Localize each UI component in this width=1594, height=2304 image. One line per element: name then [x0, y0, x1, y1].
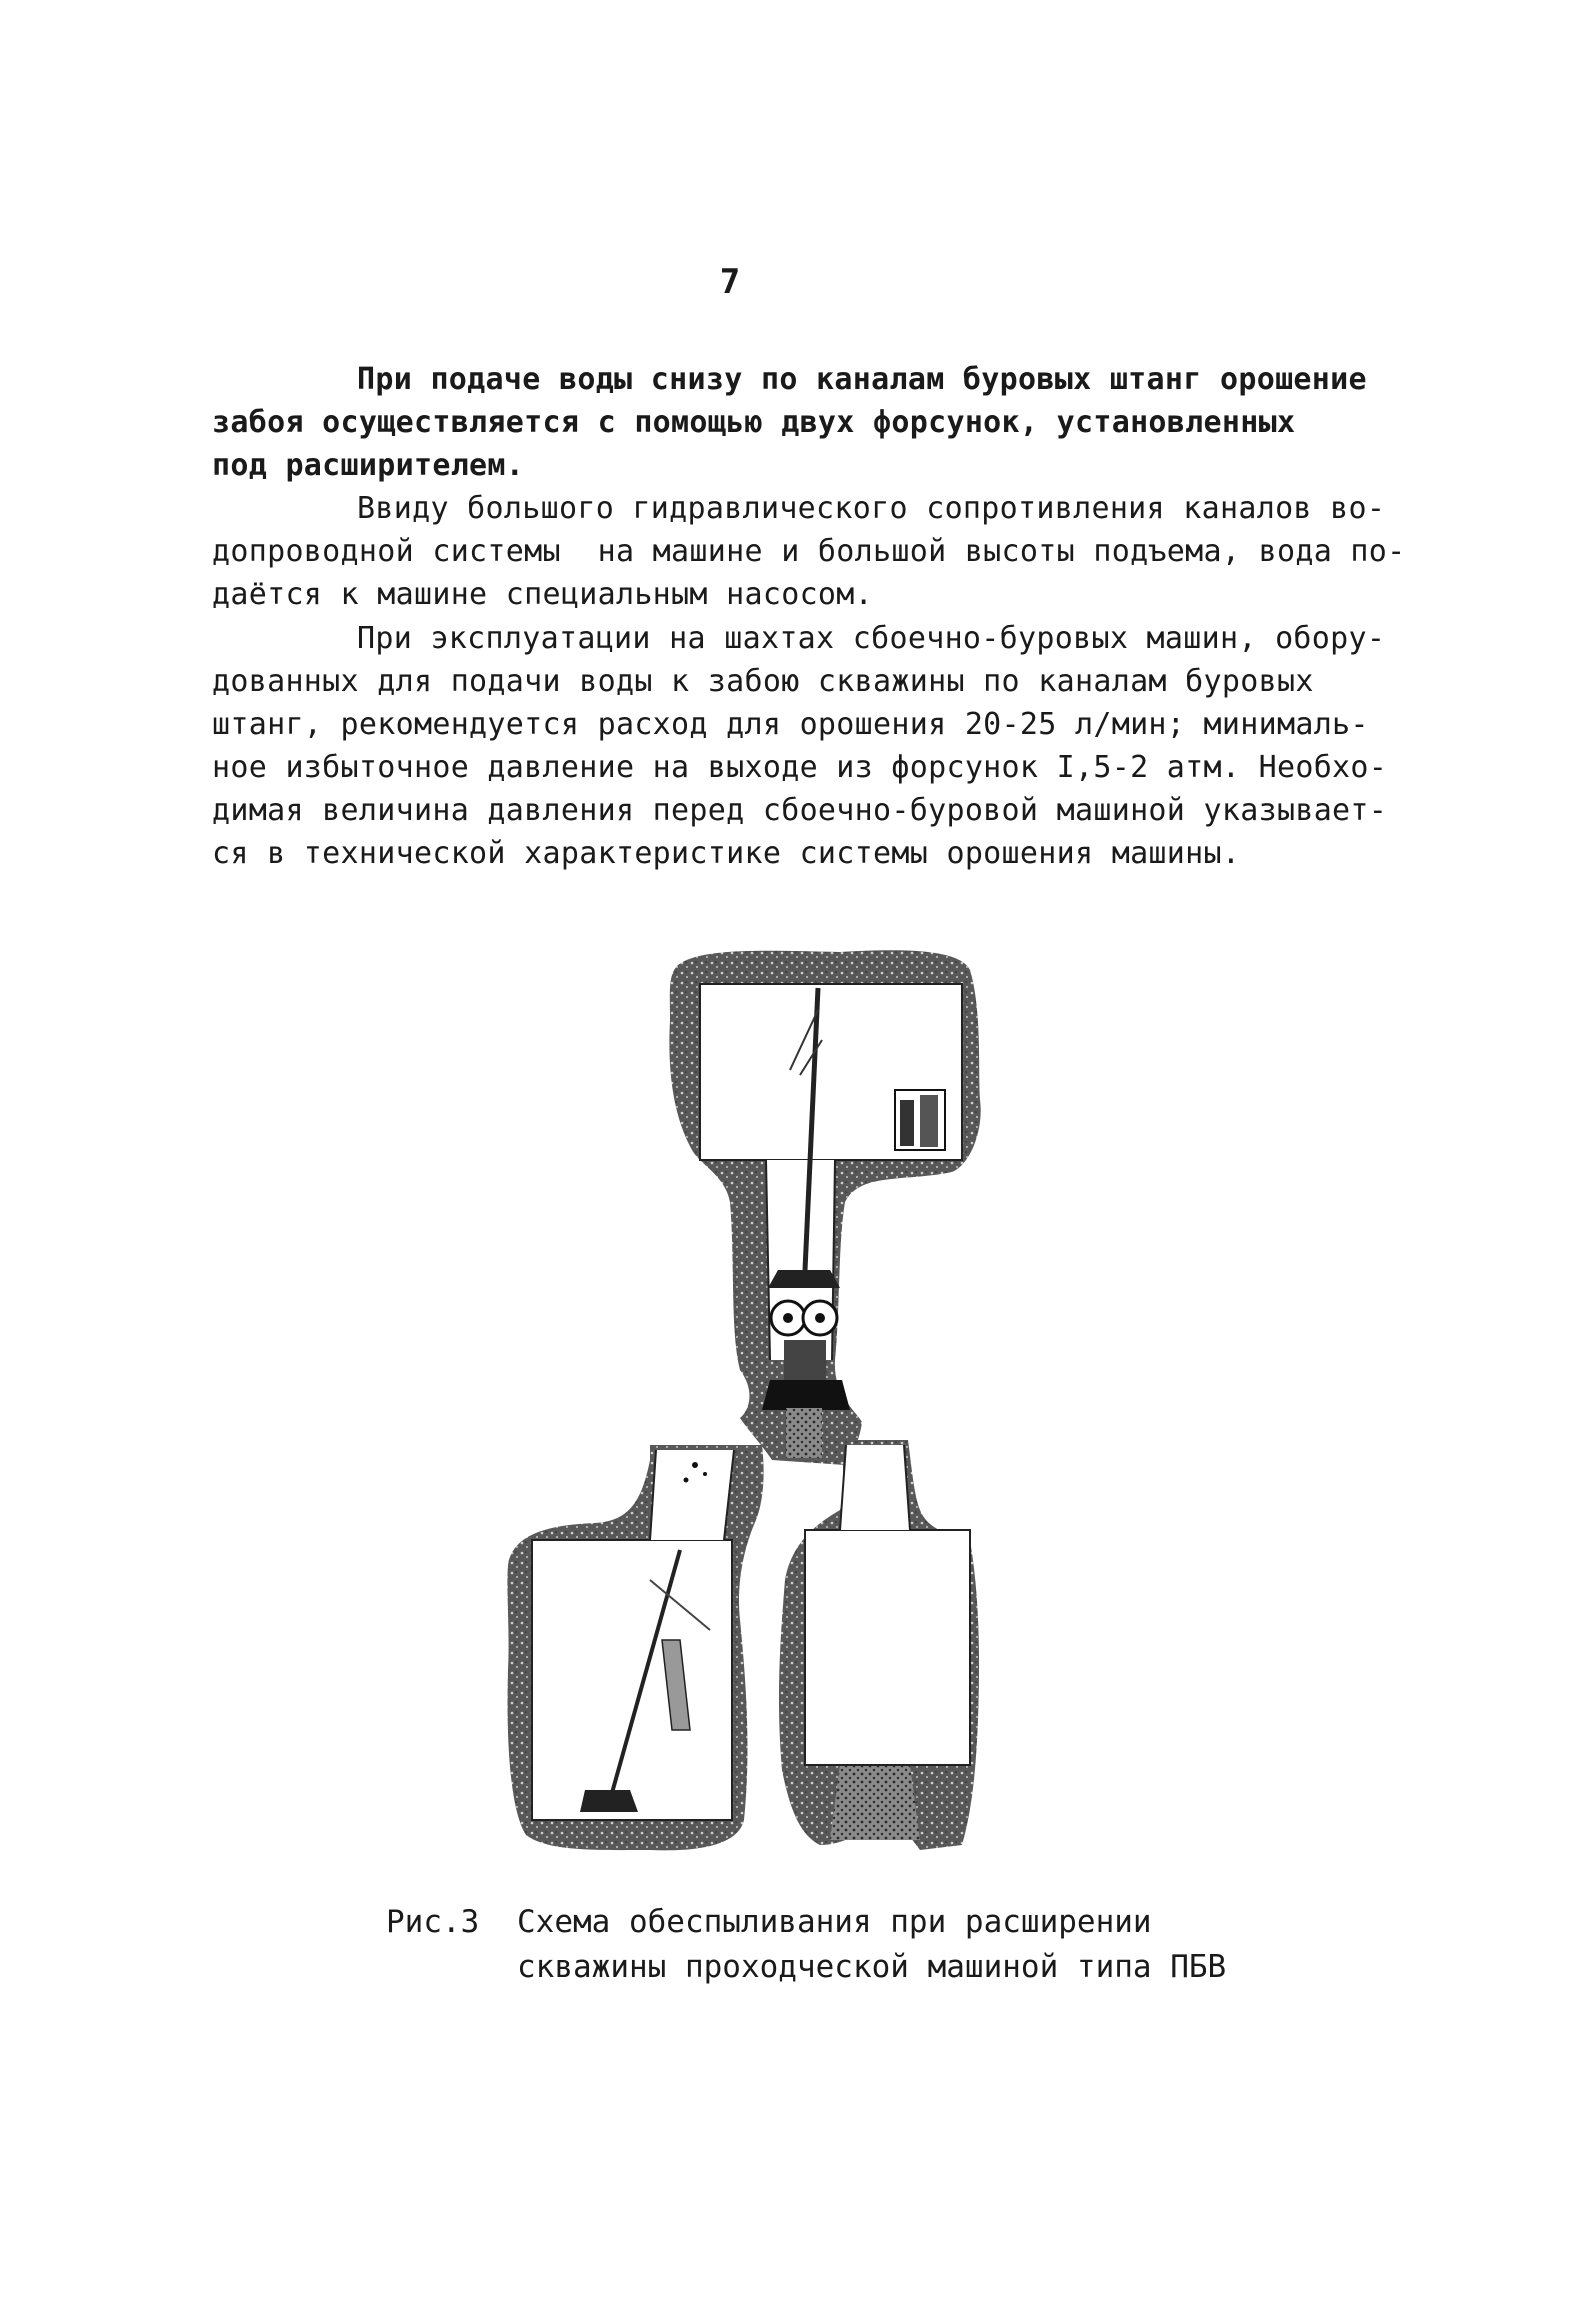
text-line: Ввиду большого гидравлического сопротивления каналов во-: [357, 491, 1386, 526]
text-line: ся в технической характеристике системы орошения машины.: [212, 836, 1241, 871]
figure-3-illustration: [500, 940, 1250, 1900]
text-line: забоя осуществляется с помощью двух форсунок, установленных: [212, 405, 1296, 440]
bottom-left-diagram: [507, 1445, 763, 1850]
paragraph-2: [212, 487, 1412, 616]
text-line: дованных для подачи воды к забою скважины по каналам буровых: [212, 664, 1314, 699]
top-diagram: [669, 950, 980, 1465]
text-line: под расширителем.: [212, 448, 525, 483]
bottom-right-diagram: [779, 1440, 979, 1850]
paragraph-1: [212, 358, 1412, 487]
text-line: даётся к машине специальным насосом.: [212, 577, 874, 612]
figure-caption-text: [517, 1900, 1417, 1990]
figure-label: Рис.3: [386, 1904, 480, 1940]
text-line: При подаче воды снизу по каналам буровых штанг орошение: [357, 362, 1367, 397]
text-line: При эксплуатации на шахтах сбоечно-буровых машин, обору-: [357, 621, 1386, 656]
text-line: допроводной системы на машине и большой высоты подъема, вода по-: [212, 534, 1406, 569]
text-line: димая величина давления перед сбоечно-буровой машиной указывает-: [212, 793, 1388, 828]
text-line: ное избыточное давление на выходе из форсунок I,5-2 атм. Необхо-: [212, 750, 1388, 785]
text-line: штанг, рекомендуется расход для орошения 20-25 л/мин; минималь-: [212, 707, 1369, 742]
caption-line: скважины проходческой машиной типа ПБВ: [517, 1949, 1227, 1985]
paragraph-3: [212, 617, 1412, 875]
caption-line: Схема обеспыливания при расширении: [517, 1904, 1152, 1940]
page-number: 7: [719, 262, 741, 302]
